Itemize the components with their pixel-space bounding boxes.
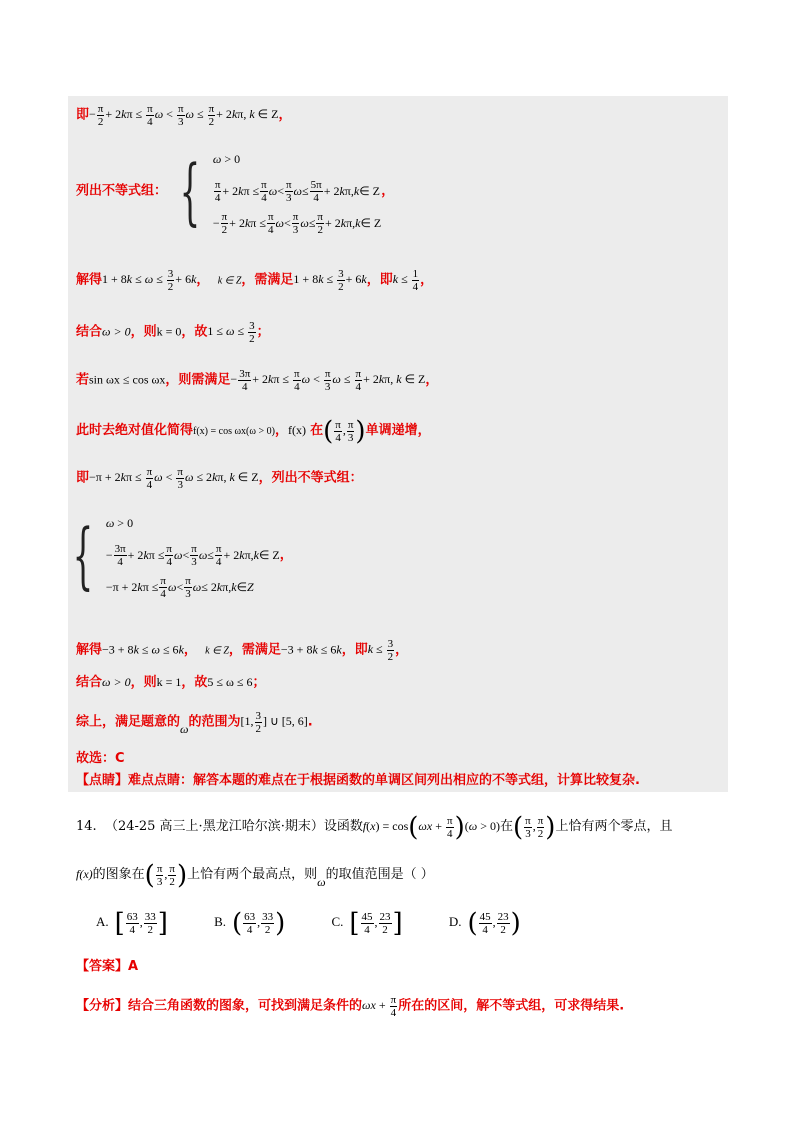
system-row-render: ω > 0 xyxy=(212,152,241,166)
sol-text: 故选：C xyxy=(76,751,125,766)
sol-text: ， xyxy=(420,272,434,288)
sol-text: ， xyxy=(183,642,197,658)
option-c[interactable]: C. [ $\frac{45}{4}$ , $\frac{23}{2}$ ] xyxy=(331,908,403,938)
solution-line-8 xyxy=(72,510,293,600)
answer-tag: 【答案】 xyxy=(76,959,129,974)
sol-text: 单调递增， xyxy=(365,422,431,438)
question-text: 的取值范围是（ ） xyxy=(325,866,434,882)
solution-line-9 xyxy=(76,638,408,663)
sol-text: 解得 xyxy=(76,272,103,288)
math-render: f(x) = cos(ωx + $\frac{\pi}{4}$ )(ω > 0) xyxy=(362,812,500,842)
sol-text: 的范围为 xyxy=(188,714,241,730)
answer-value: A xyxy=(128,959,139,974)
sol-text: 此时去绝对值化简得 xyxy=(76,422,194,438)
answer-line xyxy=(76,960,138,973)
solution-line-4 xyxy=(76,320,270,345)
solution-line-2 xyxy=(76,146,394,236)
question-source: （24-25 高三上·黑龙江哈尔滨·期末）设函数 xyxy=(104,818,363,834)
sol-text: 即 xyxy=(76,470,90,486)
math-render: −π + 2kπ ≤ $\frac{\pi}{4}$ ω < $\frac{\pi}{3}$ ω ≤ 2kπ, k ∈ Z xyxy=(89,466,259,491)
math-render: −3 + 8k ≤ 6k xyxy=(280,642,342,657)
math-expr: f(x) xyxy=(76,866,93,881)
key-point-tag: 【点睛】 xyxy=(76,773,129,788)
system-row-render: − $\frac{3\pi}{4}$ + 2 k π ≤ $\frac{\pi}{4}$ ω < $\frac{\pi}{3}$ ω ≤ $\frac{\pi}{4}$ + 2 k π, k ∈ Z xyxy=(105,542,280,568)
sol-text: ，即 xyxy=(366,272,393,288)
sol-text: ； xyxy=(252,675,266,690)
solution-line-11 xyxy=(76,710,313,735)
brace-glyph: { xyxy=(179,149,201,233)
math-render: k ≤ $\frac{3}{2}$ xyxy=(367,638,394,663)
sol-text: ， xyxy=(425,372,439,388)
math-render: 1 ≤ ω ≤ $\frac{3}{2}$ xyxy=(207,320,255,345)
math-render: 1 + 8k ≤ $\frac{3}{2}$ + 6k xyxy=(293,268,367,293)
option-a[interactable]: A. [ $\frac{63}{4}$ , $\frac{33}{2}$ ] xyxy=(96,908,168,938)
math-expr: k = 1 xyxy=(156,675,182,689)
key-point-text: 难点点睛：解答本题的难点在于根据函数的单调区间列出相应的不等式组，计算比较复杂. xyxy=(128,773,640,788)
analysis-line xyxy=(76,994,624,1019)
sol-text: ， xyxy=(395,642,409,658)
math-render: [ $\frac{63}{4}$ , $\frac{33}{2}$ ] xyxy=(114,908,168,938)
system-row-render: − $\frac{\pi}{2}$ + 2 k π ≤ $\frac{\pi}{4}$ ω < $\frac{\pi}{3}$ ω ≤ $\frac{\pi}{2}$ + 2 k π, k ∈ Z xyxy=(212,210,382,236)
question-text: 的图象在 xyxy=(92,866,145,882)
sol-text: ，列出不等式组： xyxy=(258,470,363,486)
math-render: − $\frac{3\pi}{4}$ + 2kπ ≤ $\frac{\pi}{4}$ ω < $\frac{\pi}{3}$ ω ≤ $\frac{\pi}{4}$ + 2kπ, k ∈ Z xyxy=(230,368,426,393)
system-row-render: −π + 2 k π ≤ $\frac{\pi}{4}$ ω < $\frac{\pi}{3}$ ω ≤ 2 k π, k ∈ Z xyxy=(105,574,254,600)
math-render: ( $\frac{63}{4}$ , $\frac{33}{2}$ ) xyxy=(232,908,286,938)
math-expr: 5 ≤ ω ≤ 6 xyxy=(207,675,253,689)
math-render: ( $\frac{\pi}{3}$ , $\frac{\pi}{2}$ ) xyxy=(513,812,556,842)
math-expr: −3 + 8k ≤ ω ≤ 6k xyxy=(102,642,184,657)
math-expr: f(x) xyxy=(287,422,306,437)
sol-text: ，则 xyxy=(130,675,157,690)
analysis-text: 结合三角函数的图象，可找到满足条件的 xyxy=(128,998,363,1014)
math-expr: ω xyxy=(317,874,326,889)
key-point-line xyxy=(76,774,640,787)
sol-text: 结合 xyxy=(76,675,103,690)
system-row-render: $\frac{\pi}{4}$ + 2 k π ≤ $\frac{\pi}{4}$ ω < $\frac{\pi}{3}$ ω ≤ $\frac{5\pi}{4}$ + 2 k π, k ∈ Z xyxy=(214,178,380,204)
sol-text: 综上，满足题意的 xyxy=(76,714,181,730)
question-text: 上恰有两个最高点，则 xyxy=(187,866,318,882)
sol-text: ， xyxy=(196,272,210,288)
math-expr: sin ωx ≤ cos ωx xyxy=(89,372,166,387)
sol-text: ， xyxy=(279,547,293,563)
sol-text: ； xyxy=(256,324,270,340)
math-render: ( $\frac{\pi}{3}$ , $\frac{\pi}{2}$ ) xyxy=(144,860,188,890)
system-row-render: ω > 0 xyxy=(105,516,134,530)
brace-glyph: { xyxy=(72,513,94,597)
solution-line-1 xyxy=(76,103,291,128)
math-render: [1, $\frac{3}{2}$ ] ∪ [5, 6] xyxy=(240,710,308,735)
math-render: ( $\frac{45}{4}$ , $\frac{23}{2}$ ) xyxy=(467,908,521,938)
analysis-text: 所在的区间，解不等式组，可求得结果. xyxy=(398,998,625,1014)
question-text: 在 xyxy=(499,818,513,834)
question-text: 上恰有两个零点，且 xyxy=(555,818,673,834)
math-expr: ω > 0 xyxy=(102,324,131,339)
option-d[interactable]: D. ( $\frac{45}{4}$ , $\frac{23}{2}$ ) xyxy=(448,908,521,938)
sol-text: 解得 xyxy=(76,642,103,658)
math-expr: f(x) = cos ωx(ω > 0) xyxy=(193,425,275,437)
analysis-tag: 【分析】 xyxy=(76,998,129,1014)
sol-text: ，则需满足 xyxy=(165,372,231,388)
question-14-line-2 xyxy=(76,862,434,888)
sol-text: ，则 xyxy=(130,324,157,340)
math-expr: k ∈ Z xyxy=(205,645,229,657)
sol-text: 若 xyxy=(76,372,90,388)
sol-text: ，故 xyxy=(181,324,208,340)
sol-text: 即 xyxy=(76,107,90,123)
math-render: [ $\frac{45}{4}$ , $\frac{23}{2}$ ] xyxy=(349,908,403,938)
math-expr: ω > 0 xyxy=(102,675,131,689)
inequality-system xyxy=(167,146,381,236)
math-render: k ≤ $\frac{1}{4}$ xyxy=(392,268,419,293)
sol-text: 列出不等式组： xyxy=(76,183,168,199)
solution-line-3 xyxy=(76,268,433,293)
sol-text: ， xyxy=(274,422,288,438)
math-render: ( $\frac{\pi}{4}$ , $\frac{\pi}{3}$ ) xyxy=(323,416,366,446)
solution-line-7 xyxy=(76,466,363,491)
sol-text: ， xyxy=(381,183,395,199)
sol-text: ，故 xyxy=(181,675,208,690)
sol-text: . xyxy=(307,714,313,730)
inequality-system xyxy=(72,510,280,600)
sol-text: ， xyxy=(278,107,292,123)
sol-text: 在 xyxy=(310,422,324,438)
solution-line-5 xyxy=(76,368,438,393)
math-expr: k = 0 xyxy=(156,324,182,339)
math-expr: k ∈ Z xyxy=(217,275,242,287)
answer-choice-line xyxy=(76,752,125,765)
math-render: − $\frac{\pi}{2}$ + 2kπ ≤ $\frac{\pi}{4}$ ω < $\frac{\pi}{3}$ ω ≤ $\frac{\pi}{2}$ + 2kπ, k ∈ Z xyxy=(89,103,279,128)
option-b[interactable]: B. ( $\frac{63}{4}$ , $\frac{33}{2}$ ) xyxy=(214,908,286,938)
sol-text: ，需满足 xyxy=(228,642,281,658)
math-render: ωx + $\frac{\pi}{4}$ xyxy=(362,994,397,1019)
math-expr: ω xyxy=(180,722,189,737)
options-row xyxy=(96,910,563,936)
solution-line-6 xyxy=(76,418,431,444)
question-14-line-1 xyxy=(76,814,672,840)
sol-text: ，即 xyxy=(341,642,368,658)
sol-text: 结合 xyxy=(76,324,103,340)
question-number: 14. xyxy=(76,818,97,834)
solution-line-10 xyxy=(76,676,266,689)
math-render: 1 + 8k ≤ ω ≤ $\frac{3}{2}$ + 6k xyxy=(102,268,197,293)
sol-text: ，需满足 xyxy=(241,272,294,288)
